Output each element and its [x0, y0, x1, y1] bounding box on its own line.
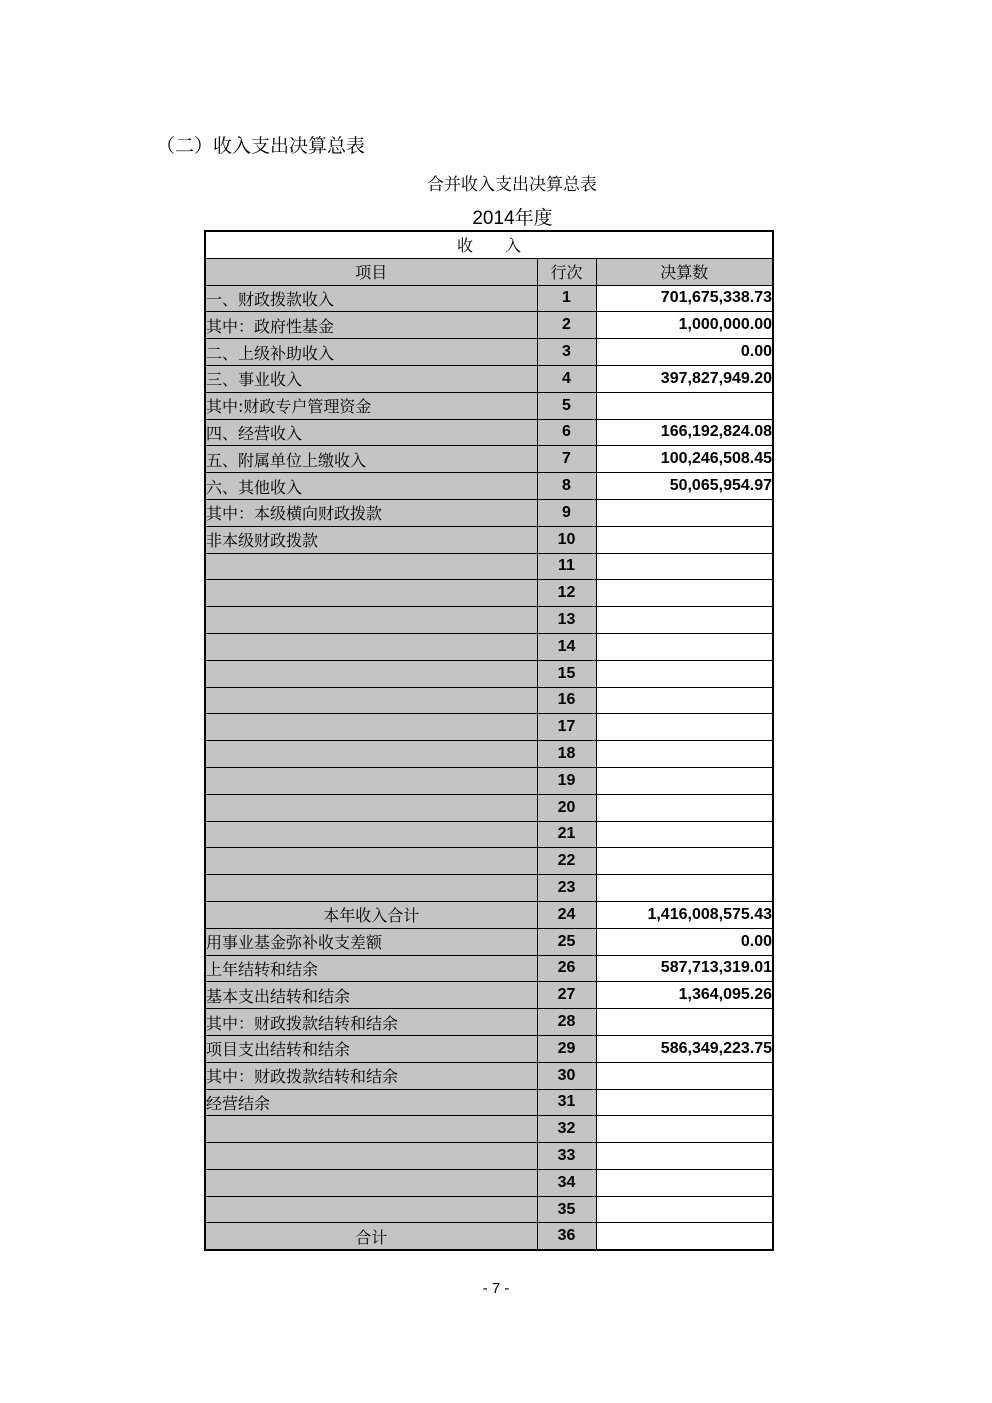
- row-amount: [596, 526, 773, 553]
- table-row: [205, 419, 773, 446]
- table-row: [205, 687, 773, 714]
- row-line-no: 16: [537, 687, 596, 714]
- row-line-no: 19: [537, 767, 596, 794]
- row-amount: [596, 714, 773, 741]
- income-table: [204, 230, 774, 1251]
- row-item: [205, 660, 537, 687]
- row-item: 项目支出结转和结余: [205, 1035, 537, 1062]
- table-row: [205, 875, 773, 902]
- table-row: [205, 1089, 773, 1116]
- row-amount: [596, 821, 773, 848]
- row-item: [205, 714, 537, 741]
- row-line-no: 18: [537, 741, 596, 768]
- row-amount: [596, 1196, 773, 1223]
- row-amount: [596, 1169, 773, 1196]
- row-amount: [596, 1116, 773, 1143]
- header-line-no: 行次: [537, 258, 596, 285]
- row-line-no: 10: [537, 526, 596, 553]
- table-row: [205, 1196, 773, 1223]
- row-item: 三、事业收入: [205, 365, 537, 392]
- table-row: [205, 821, 773, 848]
- row-amount: [596, 1062, 773, 1089]
- row-line-no: 36: [537, 1223, 596, 1250]
- row-line-no: 2: [537, 312, 596, 339]
- row-item: 六、其他收入: [205, 473, 537, 500]
- row-line-no: 34: [537, 1169, 596, 1196]
- row-line-no: 7: [537, 446, 596, 473]
- table-row: [205, 741, 773, 768]
- table-row: [205, 1062, 773, 1089]
- table-row: [205, 526, 773, 553]
- row-item: 经营结余: [205, 1089, 537, 1116]
- row-line-no: 24: [537, 901, 596, 928]
- section-heading: （二）收入支出决算总表: [156, 135, 366, 157]
- section-row: [205, 231, 773, 258]
- row-line-no: 26: [537, 955, 596, 982]
- row-amount: [596, 660, 773, 687]
- row-line-no: 20: [537, 794, 596, 821]
- row-amount: [596, 1143, 773, 1170]
- row-item: [205, 1196, 537, 1223]
- row-item: 二、上级补助收入: [205, 339, 537, 366]
- table-row: [205, 473, 773, 500]
- table-row: [205, 928, 773, 955]
- row-amount: [596, 580, 773, 607]
- row-line-no: 29: [537, 1035, 596, 1062]
- row-amount: 50,065,954.97: [596, 473, 773, 500]
- row-amount: [596, 848, 773, 875]
- table-row: [205, 312, 773, 339]
- table-row: [205, 392, 773, 419]
- table-row: [205, 499, 773, 526]
- row-item: 基本支出结转和结余: [205, 982, 537, 1009]
- row-amount: 1,364,095.26: [596, 982, 773, 1009]
- row-line-no: 5: [537, 392, 596, 419]
- row-line-no: 8: [537, 473, 596, 500]
- row-line-no: 31: [537, 1089, 596, 1116]
- table-row: [205, 982, 773, 1009]
- row-line-no: 21: [537, 821, 596, 848]
- row-item: [205, 1169, 537, 1196]
- row-line-no: 4: [537, 365, 596, 392]
- table-row: [205, 1223, 773, 1250]
- row-item: [205, 553, 537, 580]
- row-amount: 0.00: [596, 339, 773, 366]
- table-row: [205, 633, 773, 660]
- row-amount: 1,416,008,575.43: [596, 901, 773, 928]
- row-item: 一、财政拨款收入: [205, 285, 537, 312]
- section-label: 收 入: [205, 231, 773, 258]
- row-item: [205, 687, 537, 714]
- table-row: [205, 848, 773, 875]
- row-amount: [596, 1223, 773, 1250]
- row-amount: 701,675,338.73: [596, 285, 773, 312]
- row-item: [205, 1143, 537, 1170]
- row-item: 其中：财政拨款结转和结余: [205, 1009, 537, 1036]
- table-row: [205, 794, 773, 821]
- table-row: [205, 285, 773, 312]
- table-row: [205, 1143, 773, 1170]
- row-amount: [596, 392, 773, 419]
- row-item: [205, 848, 537, 875]
- row-line-no: 6: [537, 419, 596, 446]
- row-item: [205, 741, 537, 768]
- table-row: [205, 1169, 773, 1196]
- row-amount: [596, 607, 773, 634]
- row-line-no: 12: [537, 580, 596, 607]
- table-row: [205, 607, 773, 634]
- row-amount: [596, 633, 773, 660]
- row-line-no: 1: [537, 285, 596, 312]
- row-amount: [596, 1089, 773, 1116]
- row-amount: [596, 553, 773, 580]
- row-amount: [596, 794, 773, 821]
- row-amount: [596, 741, 773, 768]
- row-line-no: 33: [537, 1143, 596, 1170]
- row-item: 合计: [205, 1223, 537, 1250]
- row-line-no: 3: [537, 339, 596, 366]
- row-line-no: 14: [537, 633, 596, 660]
- row-item: [205, 767, 537, 794]
- table-row: [205, 339, 773, 366]
- table-row: [205, 365, 773, 392]
- row-amount: 397,827,949.20: [596, 365, 773, 392]
- table-row: [205, 767, 773, 794]
- table-row: [205, 901, 773, 928]
- row-item: 四、经营收入: [205, 419, 537, 446]
- row-item: [205, 821, 537, 848]
- row-amount: 1,000,000.00: [596, 312, 773, 339]
- table-row: [205, 1009, 773, 1036]
- row-amount: 166,192,824.08: [596, 419, 773, 446]
- row-line-no: 28: [537, 1009, 596, 1036]
- row-item: 上年结转和结余: [205, 955, 537, 982]
- row-amount: 0.00: [596, 928, 773, 955]
- row-line-no: 27: [537, 982, 596, 1009]
- table-row: [205, 714, 773, 741]
- row-item: [205, 794, 537, 821]
- row-amount: 587,713,319.01: [596, 955, 773, 982]
- row-item: [205, 580, 537, 607]
- table-row: [205, 580, 773, 607]
- row-item: 其中：本级横向财政拨款: [205, 499, 537, 526]
- table-row: [205, 553, 773, 580]
- row-item: 非本级财政拨款: [205, 526, 537, 553]
- row-line-no: 17: [537, 714, 596, 741]
- table-row: [205, 446, 773, 473]
- row-line-no: 9: [537, 499, 596, 526]
- row-line-no: 25: [537, 928, 596, 955]
- row-item: [205, 1116, 537, 1143]
- row-item: 其中：政府性基金: [205, 312, 537, 339]
- row-amount: [596, 687, 773, 714]
- row-amount: [596, 1009, 773, 1036]
- page-number: - 7 -: [482, 1280, 510, 1297]
- row-amount: [596, 767, 773, 794]
- row-item: 其中：财政拨款结转和结余: [205, 1062, 537, 1089]
- row-line-no: 30: [537, 1062, 596, 1089]
- row-item: [205, 875, 537, 902]
- row-item: [205, 607, 537, 634]
- table-row: [205, 660, 773, 687]
- row-amount: [596, 875, 773, 902]
- header-row: [205, 258, 773, 285]
- year-label: 2014年度: [472, 208, 553, 229]
- table-row: [205, 1116, 773, 1143]
- row-amount: 100,246,508.45: [596, 446, 773, 473]
- header-item: 项目: [205, 258, 537, 285]
- table-row: [205, 955, 773, 982]
- row-amount: [596, 499, 773, 526]
- row-line-no: 15: [537, 660, 596, 687]
- row-item: 其中:财政专户管理资金: [205, 392, 537, 419]
- row-item: [205, 633, 537, 660]
- row-line-no: 22: [537, 848, 596, 875]
- row-line-no: 32: [537, 1116, 596, 1143]
- table-title: 合并收入支出决算总表: [427, 175, 597, 195]
- header-amount: 决算数: [596, 258, 773, 285]
- row-line-no: 13: [537, 607, 596, 634]
- row-line-no: 11: [537, 553, 596, 580]
- row-line-no: 23: [537, 875, 596, 902]
- row-item: 本年收入合计: [205, 901, 537, 928]
- table-row: [205, 1035, 773, 1062]
- row-item: 五、附属单位上缴收入: [205, 446, 537, 473]
- row-line-no: 35: [537, 1196, 596, 1223]
- row-item: 用事业基金弥补收支差额: [205, 928, 537, 955]
- row-amount: 586,349,223.75: [596, 1035, 773, 1062]
